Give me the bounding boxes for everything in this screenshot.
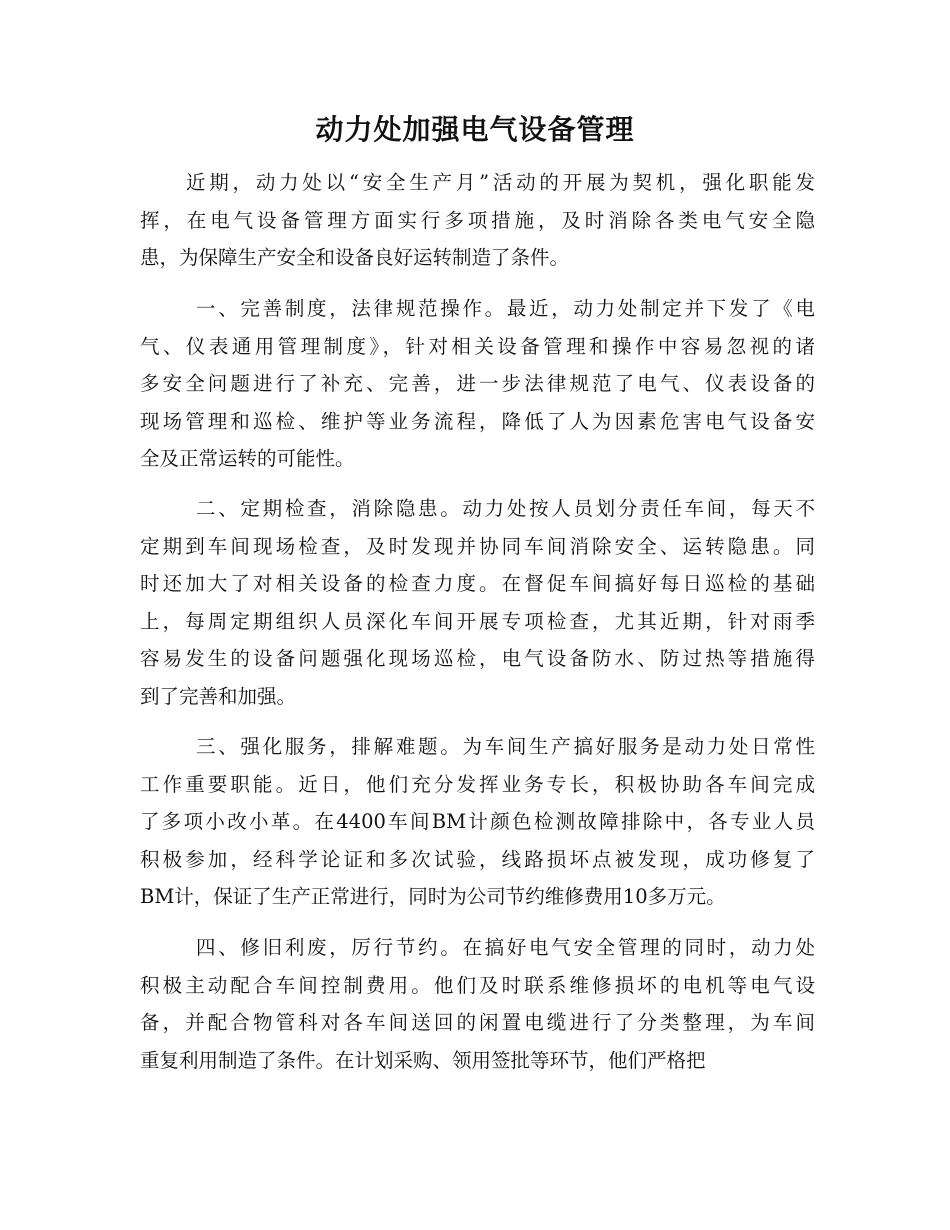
text-line: 了多项小改小革。在4400车间BM计颜色检测故障排除中，各专业人员 [140, 810, 815, 833]
paragraph-section-1 [140, 290, 815, 478]
text-line: 现场管理和巡检、维护等业务流程，降低了人为因素危害电气设备安 [140, 409, 815, 433]
text-line: 备，并配合物管科对各车间送回的闲置电缆进行了分类整理，为车间 [140, 1011, 815, 1034]
paragraph-section-3 [140, 728, 815, 916]
text-line: 容易发生的设备问题强化现场巡检，电气设备防水、防过热等措施得 [140, 647, 815, 670]
document-title: 动力处加强电气设备管理 [315, 113, 635, 146]
text-line: 积极主动配合车间控制费用。他们及时联系维修损坏的电机等电气设 [140, 973, 815, 997]
text-line: 定期到车间现场检查，及时发现并协同车间消除安全、运转隐患。同 [140, 534, 815, 558]
text-line: 三、强化服务，排解难题。为车间生产搞好服务是动力处日常性 [196, 735, 815, 758]
text-line: 重复利用制造了条件。在计划采购、领用签批等环节，他们严格把 [140, 1048, 706, 1072]
text-line: 全及正常运转的可能性。 [140, 447, 355, 470]
text-line: 多安全问题进行了补充、完善，进一步法律规范了电气、仪表设备的 [140, 372, 815, 395]
text-line: 二、定期检查，消除隐患。动力处按人员划分责任车间，每天不 [196, 497, 815, 520]
text-line: 近期，动力处以“安全生产月”活动的开展为契机，强化职能发 [186, 171, 815, 194]
paragraph-section-4 [140, 929, 815, 1079]
text-line: 气、仪表通用管理制度》，针对相关设备管理和操作中容易忽视的诸 [140, 334, 815, 358]
text-line: 四、修旧利废，厉行节约。在搞好电气安全管理的同时，动力处 [196, 936, 815, 959]
text-line: 患，为保障生产安全和设备良好运转制造了条件。 [140, 246, 570, 269]
paragraph-section-2 [140, 490, 815, 715]
text-line: 积极参加，经科学论证和多次试验，线路损坏点被发现，成功修复了 [140, 847, 815, 871]
text-line: 工作重要职能。近日，他们充分发挥业务专长，积极协助各车间完成 [140, 772, 815, 796]
text-line: 到了完善和加强。 [140, 684, 297, 708]
text-line: 一、完善制度，法律规范操作。最近，动力处制定并下发了《电 [196, 297, 815, 320]
text-line: 上，每周定期组织人员深化车间开展专项检查，尤其近期，针对雨季 [140, 609, 815, 633]
text-line: 时还加大了对相关设备的检查力度。在督促车间搞好每日巡检的基础 [140, 572, 815, 595]
text-line: BM计，保证了生产正常进行，同时为公司节约维修费用10多万元。 [140, 885, 726, 908]
paragraph-intro [140, 164, 815, 277]
text-line: 挥，在电气设备管理方面实行多项措施，及时消除各类电气安全隐 [140, 208, 815, 232]
